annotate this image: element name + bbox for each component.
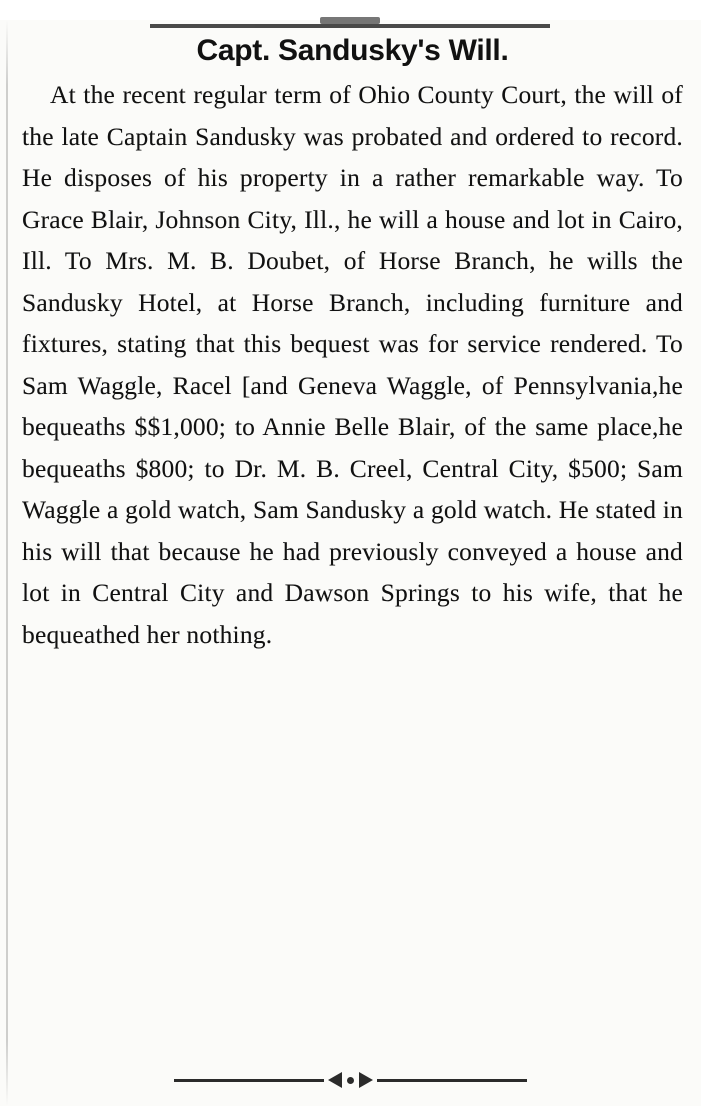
page-title: Capt. Sandusky's Will. <box>196 34 509 67</box>
article-body <box>22 74 683 655</box>
newspaper-clipping <box>0 20 701 1106</box>
ornament-dot <box>347 1077 354 1084</box>
article-paragraph: At the recent regular term of Ohio County Court, the will of the late Captain Sandusky was probated and ordered to record. He disposes of his property in a rather remarkable way. To Grace Blair, Johnson City, Ill., he will a house and lot in Cairo, Ill. To Mrs. M. B. Doubet, of Horse Branch, he wills the Sandusky Hotel, at Horse Branch, including furniture and fixtures, stating that this bequest was for service rendered. To Sam Waggle, Racel [and Geneva Waggle, of Pennsylvania,he bequeaths $$1,000; to Annie Belle Blair, of the same place,he bequeaths $800; to Dr. M. B. Creel, Central City, $500; Sam Waggle a gold watch, Sam Sandusky a gold watch. He stated in his will that because he had previously conveyed a house and lot in Central City and Dawson Springs to his wife, that he bequeathed her nothing. <box>22 80 683 649</box>
column-rule <box>6 20 8 1106</box>
ornament-bar-right <box>377 1079 527 1082</box>
ornament-bar-left <box>174 1079 324 1082</box>
top-divider-rule <box>150 24 550 28</box>
